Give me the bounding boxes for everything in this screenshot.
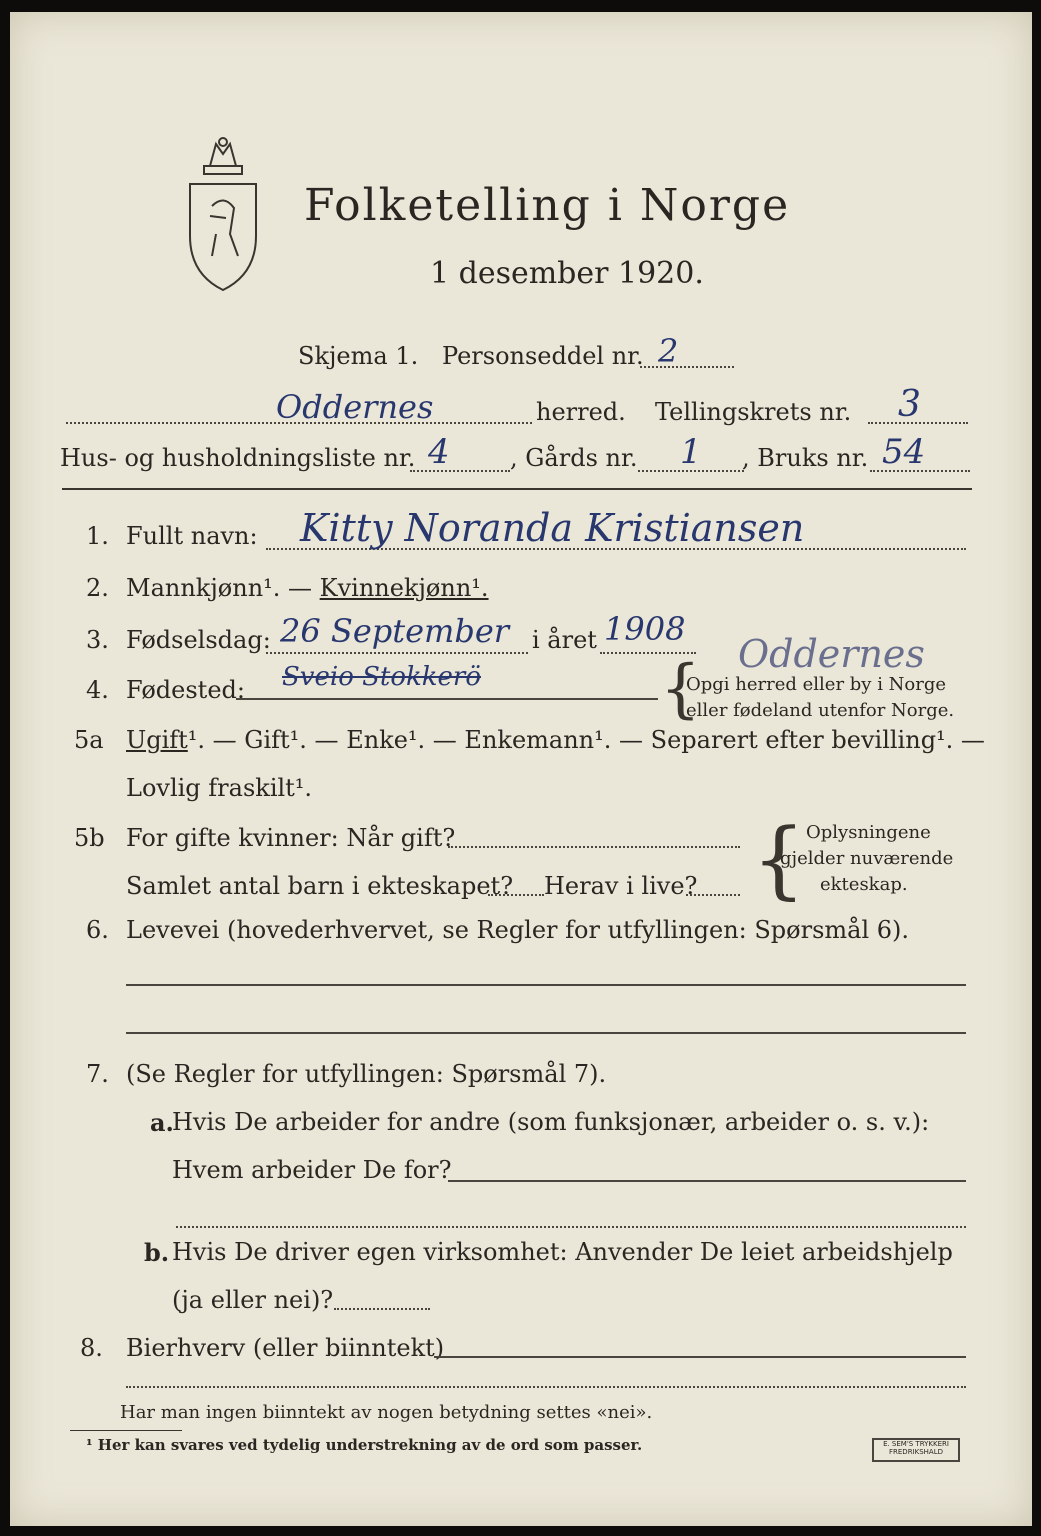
- q3-birth-year[interactable]: 1908: [604, 610, 686, 648]
- bruks-label: , Bruks nr.: [742, 444, 869, 472]
- personseddel-label: Personseddel nr.: [442, 342, 644, 370]
- q5b-note-2: gjelder nuværende: [780, 848, 954, 869]
- q8-number: 8.: [80, 1334, 103, 1362]
- q7b-line: [334, 1308, 430, 1310]
- q3-date-line: [266, 652, 528, 654]
- form-date: 1 desember 1920.: [430, 256, 704, 291]
- q4-label: Fødested:: [126, 676, 245, 704]
- q7b-text: Hvis De driver egen virksomhet: Anvender De leiet arbeidshjelp: [172, 1238, 953, 1266]
- footnote: ¹ Her kan svares ved tydelig understrekning av de ord som passer.: [86, 1436, 643, 1454]
- husliste-value[interactable]: 4: [428, 432, 450, 472]
- tellingskrets-value[interactable]: 3: [898, 384, 921, 425]
- personseddel-line: [640, 366, 734, 368]
- q5b-live-line: [686, 894, 740, 896]
- q4-line: [236, 698, 658, 700]
- q6-label: Levevei (hovederhvervet, se Regler for utfyllingen: Spørsmål 6).: [126, 916, 910, 944]
- q8-label: Bierhverv (eller biinntekt): [126, 1334, 445, 1362]
- bleed-through-text: [630, 82, 637, 107]
- q5b-brace: {: [752, 810, 806, 908]
- q2-text: [126, 574, 489, 602]
- census-form-sheet: [10, 12, 1032, 1526]
- q5b-barn-label: Samlet antal barn i ekteskapet?: [126, 872, 514, 900]
- q7a-line-2: [176, 1226, 966, 1228]
- skjema-label: Skjema 1.: [298, 342, 419, 370]
- footer-note: Har man ingen biinntekt av nogen betydning settes «nei».: [120, 1402, 653, 1423]
- q5b-barn-line: [488, 894, 544, 896]
- q7a-question: Hvem arbeider De for?: [172, 1156, 452, 1184]
- herred-label: herred.: [536, 398, 626, 426]
- q5a-number: 5a: [74, 726, 104, 754]
- q7b-letter: b.: [144, 1238, 170, 1267]
- q1-number: 1.: [86, 522, 109, 550]
- q4-note-1: Opgi herred eller by i Norge: [686, 674, 947, 695]
- norwegian-coat-of-arms-icon: [182, 136, 264, 296]
- q5a-rest[interactable]: ¹. — Gift¹. — Enke¹. — Enkemann¹. — Separert efter bevilling¹. —: [187, 726, 985, 754]
- husliste-line: [410, 470, 510, 472]
- header-divider: [62, 488, 972, 490]
- personseddel-value[interactable]: 2: [658, 332, 679, 370]
- q3-number: 3.: [86, 626, 109, 654]
- q2-mannkjonn[interactable]: Mannkjønn¹. —: [126, 574, 320, 602]
- q8-line-1: [434, 1356, 966, 1358]
- q5b-number: 5b: [74, 824, 105, 852]
- q3-birthday[interactable]: 26 September: [280, 612, 510, 650]
- form-title: Folketelling i Norge: [304, 180, 791, 231]
- q5a-text: [126, 726, 985, 754]
- gards-label: , Gårds nr.: [510, 444, 638, 472]
- q7-number: 7.: [86, 1060, 109, 1088]
- q2-kvinnekjonn[interactable]: Kvinnekjønn¹.: [319, 574, 489, 602]
- footnote-rule: [70, 1430, 182, 1431]
- q7b-question: (ja eller nei)?: [172, 1286, 334, 1314]
- q7-label: (Se Regler for utfyllingen: Spørsmål 7).: [126, 1060, 607, 1088]
- q5b-note-3: ekteskap.: [820, 874, 908, 895]
- q6-number: 6.: [86, 916, 109, 944]
- q7a-text: Hvis De arbeider for andre (som funksjonær, arbeider o. s. v.):: [172, 1108, 930, 1136]
- q3-label: Fødselsdag:: [126, 626, 271, 654]
- q6-line-1: [126, 984, 966, 986]
- q4-birthplace[interactable]: Sveio Stokkerö: [282, 662, 482, 692]
- q4-brace: {: [660, 652, 701, 726]
- q6-line-2: [126, 1032, 966, 1034]
- bruks-value[interactable]: 54: [882, 432, 926, 472]
- q5b-live-label: Herav i live?: [544, 872, 698, 900]
- q2-number: 2.: [86, 574, 109, 602]
- tellingskrets-label: Tellingskrets nr.: [655, 398, 852, 426]
- q5b-gift-line: [448, 846, 740, 848]
- herred-value[interactable]: Oddernes: [276, 388, 434, 426]
- q3-extra-note: Oddernes: [738, 632, 925, 676]
- q7a-line-1: [448, 1180, 966, 1182]
- q4-note-2: eller fødeland utenfor Norge.: [686, 700, 955, 721]
- q3-year-label: i året: [532, 626, 597, 654]
- q7a-letter: a.: [150, 1108, 174, 1137]
- printer-stamp: E. SEM'S TRYKKERI FREDRIKSHALD: [872, 1438, 960, 1462]
- q5a-ugift[interactable]: Ugift: [126, 726, 188, 754]
- q1-label: Fullt navn:: [126, 522, 258, 550]
- q5a-line2[interactable]: Lovlig fraskilt¹.: [126, 774, 313, 802]
- q1-full-name[interactable]: Kitty Noranda Kristiansen: [300, 506, 805, 550]
- q5b-label: For gifte kvinner: Når gift?: [126, 824, 456, 852]
- gards-value[interactable]: 1: [680, 432, 702, 472]
- q4-number: 4.: [86, 676, 109, 704]
- q8-line-2: [126, 1386, 966, 1388]
- husliste-label: Hus- og husholdningsliste nr.: [60, 444, 416, 472]
- q5b-note-1: Oplysningene: [806, 822, 931, 843]
